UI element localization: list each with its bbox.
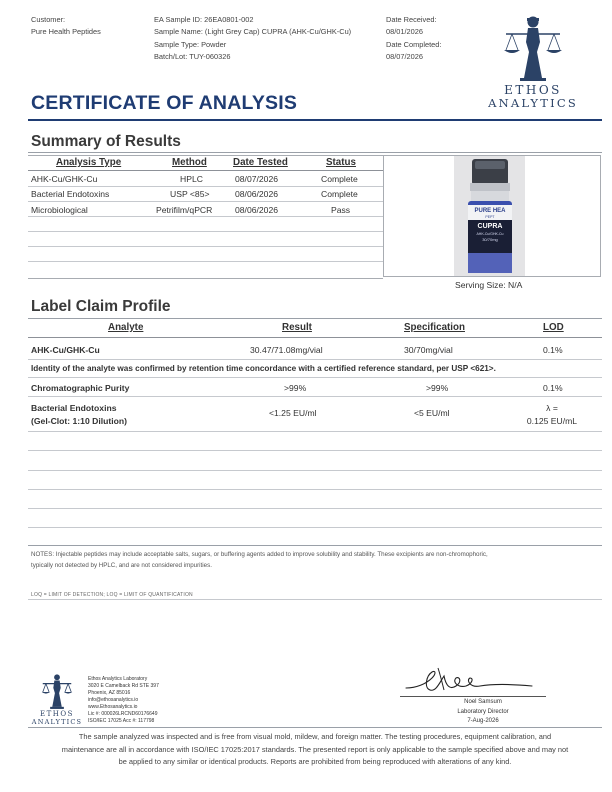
row-divider	[28, 359, 602, 360]
col-lod: LOD	[543, 322, 564, 333]
summary-cell: AHK-Cu/GHK-Cu	[31, 174, 98, 184]
summary-cell: HPLC	[180, 174, 203, 184]
identity-note: Identity of the analyte was confirmed by retention time concordance with a certified reference standard, per USP <621>.	[31, 364, 496, 373]
endotoxin-name	[31, 402, 127, 428]
legend-rule	[28, 599, 602, 600]
row-divider	[28, 450, 602, 451]
endotoxin-lod-line1: λ =	[546, 403, 558, 413]
justice-scale-icon-small	[28, 672, 86, 710]
endotoxin-name-line2: (Gel-Clot: 1:10 Dilution)	[31, 416, 127, 426]
title-rule	[28, 119, 602, 121]
footer-rule	[28, 727, 602, 728]
summary-cell: USP <85>	[170, 189, 210, 199]
lab-info	[88, 676, 159, 725]
summary-cell: 08/07/2026	[235, 174, 279, 184]
dates-block	[386, 14, 441, 63]
date-completed-value: 08/07/2026	[386, 51, 423, 61]
sample-name: Sample Name: (Light Grey Cap) CUPRA (AHK-Cu/GHK-Cu)	[154, 27, 352, 37]
ethos-small-logo	[28, 672, 86, 728]
legend: LOQ = LIMIT OF DETECTION; LOQ = LIMIT OF QUANTIFICATION	[31, 592, 193, 598]
logo-text-line1: ETHOS	[504, 83, 562, 97]
lab-address1: 3020 E Camelback Rd STE 397	[88, 683, 159, 689]
table-bottom-rule	[28, 545, 602, 546]
row-divider	[28, 201, 383, 202]
col-result: Result	[282, 322, 312, 333]
row-divider	[28, 431, 602, 432]
summary-cell: Bacterial Endotoxins	[31, 189, 110, 199]
row-divider	[28, 186, 383, 187]
lab-address2: Phoenix, AZ 85016	[88, 690, 131, 696]
row-divider	[28, 489, 602, 490]
signature-date: 7-Aug-2026	[467, 718, 499, 724]
small-logo-line2: ANALYTICS	[31, 718, 83, 726]
summary-cell: 08/06/2026	[235, 189, 279, 199]
analyte-name: AHK-Cu/GHK-Cu	[31, 345, 100, 355]
footer-disclaimer	[40, 731, 590, 769]
lab-license: Lic #: 000026LRCND60176649	[88, 711, 158, 717]
lab-web: www.Ethosanalytics.io	[88, 704, 138, 710]
col-analyte: Analyte	[108, 322, 144, 333]
analyte-result: 30.47/71.08mg/vial	[250, 345, 323, 355]
vial-label-brand: PURE HEA	[474, 208, 506, 214]
logo-text-line2: ANALYTICS	[488, 96, 578, 110]
row-divider	[28, 261, 383, 262]
vial-label-small: AHK-Cu/GHK-Cu	[476, 232, 504, 236]
lab-name: Ethos Analytics Laboratory	[88, 676, 148, 682]
notes-line2: typically not detected by HPLC, and are not considered impurities.	[31, 562, 212, 569]
summary-heading: Summary of Results	[31, 133, 181, 150]
signatory	[423, 698, 543, 727]
purity-result: >99%	[284, 383, 307, 393]
endotoxin-name-line1: Bacterial Endotoxins	[31, 403, 117, 413]
justice-scale-icon	[480, 12, 586, 84]
row-divider	[28, 246, 383, 247]
signatory-title: Laboratory Director	[457, 708, 509, 715]
endotoxin-spec: <5 EU/ml	[414, 408, 450, 418]
analyte-spec: 30/70mg/vial	[404, 345, 453, 355]
footer-line1: The sample analyzed was inspected and is free from visual mold, mildew, and foreign matter. The testing procedures, equipment calibration, and	[78, 732, 552, 741]
endotoxin-result: <1.25 EU/ml	[269, 408, 317, 418]
purity-name: Chromatographic Purity	[31, 383, 130, 393]
endotoxin-lod	[522, 402, 582, 428]
col-specification: Specification	[404, 322, 465, 333]
product-vial-image	[454, 156, 525, 276]
row-divider	[28, 396, 602, 397]
signatory-name: Noel Samsum	[464, 699, 502, 705]
sample-type: Sample Type: Powder	[154, 39, 227, 49]
purity-lod: 0.1%	[543, 383, 563, 393]
summary-cell: Petrifilm/qPCR	[156, 205, 213, 215]
sample-id: EA Sample ID: 26EA0801-002	[154, 15, 254, 24]
date-completed-label: Date Completed:	[386, 39, 442, 49]
signature-line	[400, 696, 546, 697]
row-divider	[28, 470, 602, 471]
label-header-line	[28, 337, 602, 338]
summary-cell: Complete	[321, 174, 358, 184]
row-divider	[28, 216, 383, 217]
col-status: Status	[326, 157, 356, 168]
summary-cell: Pass	[331, 205, 351, 215]
col-method: Method	[172, 157, 207, 168]
summary-cell: Microbiological	[31, 205, 88, 215]
notes-line1: NOTES: Injectable peptides may include acceptable salts, sugars, or buffering agents added to improve solubility and stability. These excipients are non-chromophoric,	[31, 551, 488, 558]
summary-rule	[28, 152, 602, 153]
label-claim-rule	[28, 318, 602, 319]
footer-line3: be applied to any similar or identical products. Reports are prohibited from being reproduced with alterations of any kind.	[118, 757, 512, 766]
director-signature	[400, 664, 540, 696]
lab-iso: ISO/IEC 17025 Acc #: 117798	[88, 718, 155, 724]
summary-header-line	[28, 170, 383, 171]
customer-value: Pure Health Peptides	[31, 27, 101, 37]
vial-label-dose: 30/70mg	[482, 237, 498, 242]
serving-size: Serving Size: N/A	[455, 280, 523, 290]
notes	[31, 549, 591, 571]
row-divider	[28, 527, 602, 528]
label-claim-heading: Label Claim Profile	[31, 298, 171, 315]
analyte-lod: 0.1%	[543, 345, 563, 355]
date-received-value: 08/01/2026	[386, 27, 423, 37]
vial-label-product: CUPRA	[477, 223, 503, 230]
footer-line2: maintenance are all in accordance with ISO/IEC 17025:2017 standards. The presented report is only applicable to the sample specified above and may not	[61, 744, 569, 754]
summary-cell: Complete	[321, 189, 358, 199]
ethos-logo	[480, 12, 586, 112]
small-logo-line1: ETHOS	[40, 710, 74, 718]
col-analysis-type: Analysis Type	[56, 157, 122, 168]
row-divider	[28, 377, 602, 378]
customer-block	[31, 14, 101, 39]
batch-lot: Batch/Lot: TUY-060326	[154, 51, 231, 61]
col-date-tested: Date Tested	[233, 157, 288, 168]
row-divider	[28, 231, 383, 232]
customer-label: Customer:	[31, 15, 66, 24]
vial-label-sub: PEPT	[485, 215, 495, 219]
endotoxin-lod-line2: 0.125 EU/mL	[526, 416, 578, 426]
purity-spec: >99%	[426, 383, 449, 393]
document-title: CERTIFICATE OF ANALYSIS	[31, 92, 298, 114]
lab-email: info@ethosanalytics.io	[88, 697, 139, 703]
date-received-label: Date Received:	[386, 15, 437, 24]
row-divider	[28, 508, 602, 509]
summary-cell: 08/06/2026	[235, 205, 279, 215]
sample-block	[154, 14, 351, 63]
